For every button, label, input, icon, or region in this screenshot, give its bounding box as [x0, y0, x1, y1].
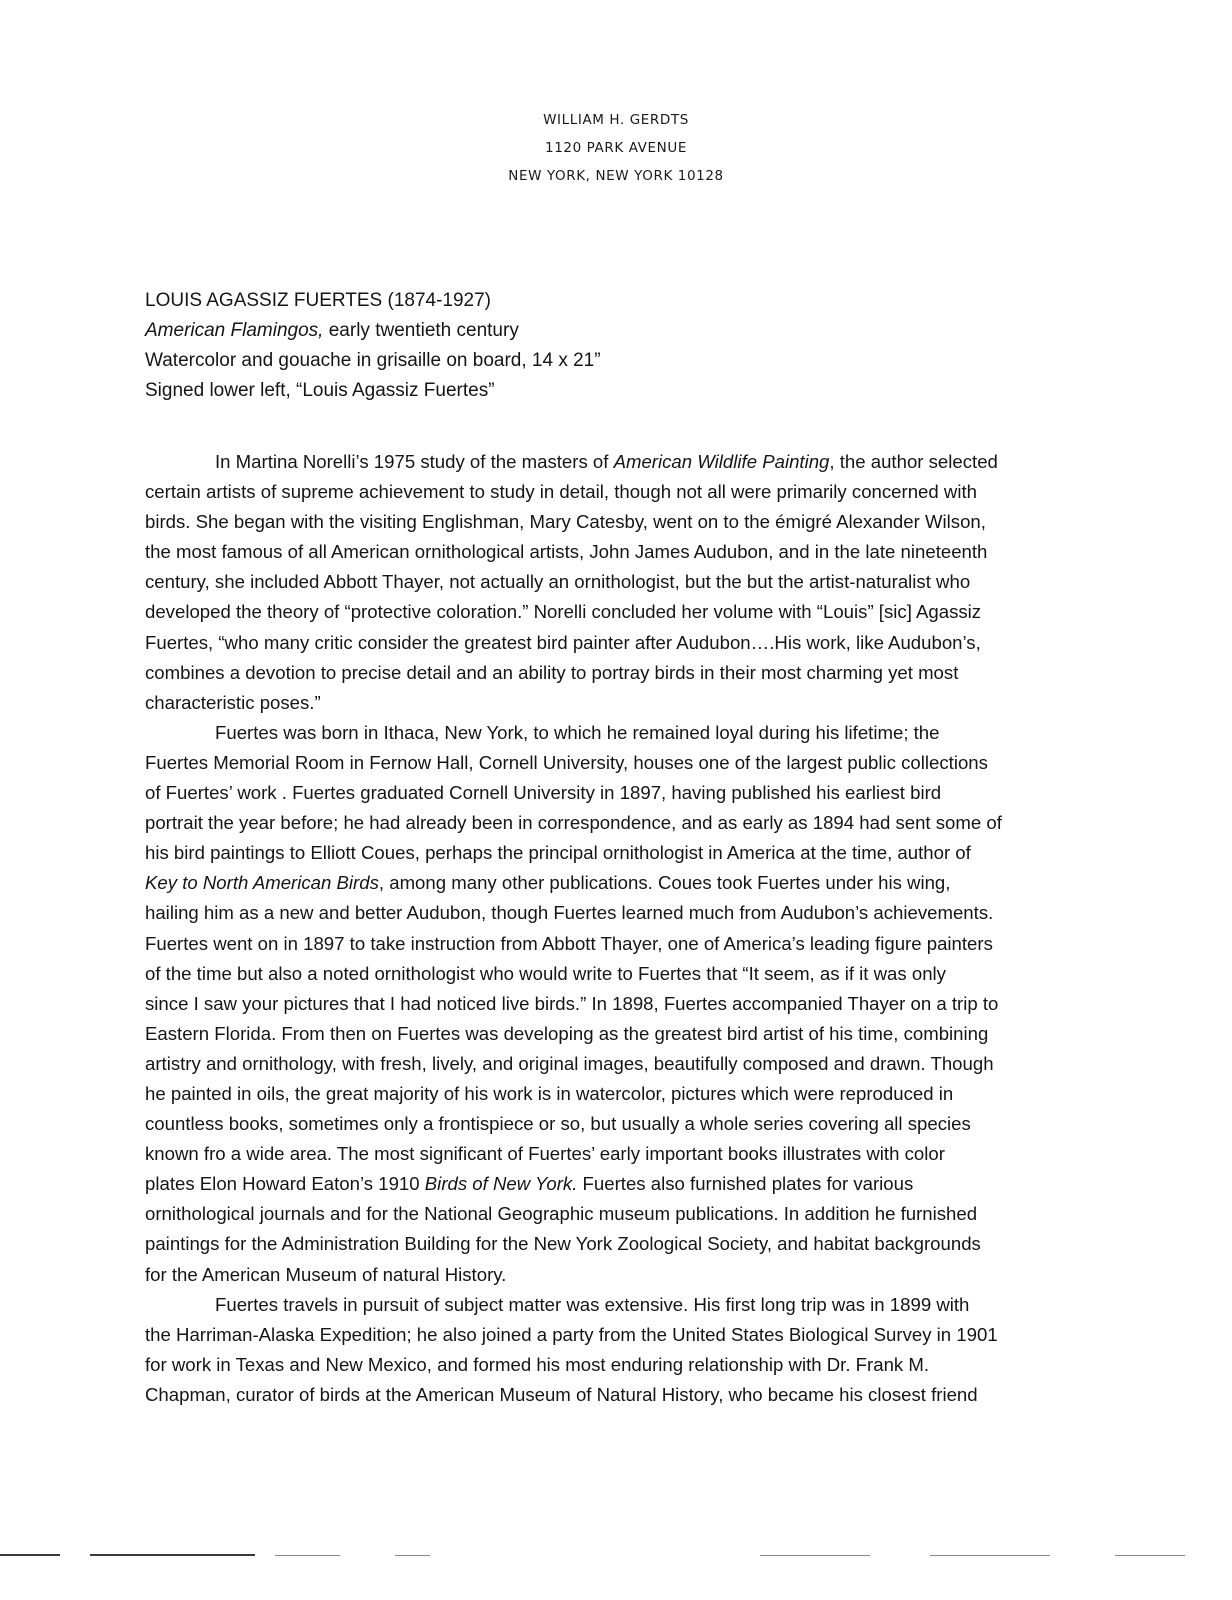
letterhead-city: NEW YORK, NEW YORK 10128 [508, 168, 724, 184]
text-run: known fro a wide area. The most significant of Fuertes’ early important books illustrates with color [145, 1143, 945, 1165]
scan-artifact-line [1115, 1555, 1185, 1556]
paragraph [145, 718, 1075, 1290]
text-run: Fuertes Memorial Room in Fernow Hall, Cornell University, houses one of the largest public collections [145, 751, 988, 773]
text-line [145, 1109, 1075, 1139]
text-run: In Martina Norelli’s 1975 study of the masters of [215, 451, 614, 472]
text-line [145, 1169, 1075, 1199]
text-run: he painted in oils, the great majority of his work is in watercolor, pictures which were reproduced in [145, 1082, 954, 1104]
scan-artifact-line [760, 1555, 870, 1556]
text-line [145, 1199, 1075, 1229]
text-run: certain artists of supreme achievement to study in detail, though not all were primarily concerned with [145, 481, 977, 503]
text-run: Fuertes also furnished plates for various [577, 1173, 914, 1195]
artwork-date: early twentieth century [323, 320, 519, 341]
text-line [145, 507, 1075, 537]
text-line [145, 989, 1075, 1019]
text-line [145, 567, 1075, 597]
text-line [145, 537, 1075, 567]
text-line [145, 1139, 1075, 1169]
text-line [145, 1019, 1075, 1049]
artwork-artist: LOUIS AGASSIZ FUERTES (1874-1927) [145, 290, 492, 311]
text-line [145, 898, 1075, 928]
artwork-signature: Signed lower left, “Louis Agassiz Fuertes” [145, 380, 495, 401]
text-line [145, 658, 1075, 688]
text-line [145, 808, 1075, 838]
text-line [145, 868, 1075, 898]
text-run: for the American Museum of natural History. [145, 1263, 507, 1285]
letterhead-name: WILLIAM H. GERDTS [543, 112, 689, 128]
text-line [145, 628, 1075, 658]
text-line [145, 1049, 1075, 1079]
text-line [145, 1380, 1075, 1410]
text-run: for work in Texas and New Mexico, and formed his most enduring relationship with Dr. Frank M. [145, 1353, 930, 1375]
text-run: Fuertes, “who many critic consider the greatest bird painter after Audubon….His work, like Audubon’s, [145, 631, 981, 653]
text-line [145, 929, 1075, 959]
text-run: of the time but also a noted ornithologist who would write to Fuertes that “It seem, as if it was only [145, 962, 946, 984]
letterhead-street: 1120 PARK AVENUE [545, 140, 687, 156]
text-run: Fuertes was born in Ithaca, New York, to which he remained loyal during his lifetime; the [215, 721, 940, 743]
text-run: portrait the year before; he had already been in correspondence, and as early as 1894 had sent some of [145, 812, 1002, 834]
paragraph [145, 1290, 1075, 1410]
paragraph [145, 447, 1075, 718]
text-line [145, 1079, 1075, 1109]
text-line [145, 838, 1075, 868]
text-line [145, 1260, 1075, 1290]
text-line [145, 688, 1075, 718]
text-run: plates Elon Howard Eaton’s 1910 [145, 1173, 425, 1195]
text-run: combines a devotion to precise detail and an ability to portray birds in their most charming yet most [145, 661, 959, 683]
scan-artifact-line [275, 1555, 340, 1556]
text-run: Eastern Florida. From then on Fuertes was developing as the greatest bird artist of his time, combining [145, 1022, 989, 1044]
essay-body [145, 447, 1075, 1410]
text-run: Fuertes went on in 1897 to take instruction from Abbott Thayer, one of America’s leading figure painters [145, 932, 993, 954]
text-run: ornithological journals and for the National Geographic museum publications. In addition he furnished [145, 1203, 978, 1225]
text-run: developed the theory of “protective coloration.” Norelli concluded her volume with “Louis” [sic] Agassiz [145, 601, 982, 623]
text-run: hailing him as a new and better Audubon, though Fuertes learned much from Audubon’s achievements. [145, 902, 994, 924]
text-line [145, 748, 1075, 778]
text-run: his bird paintings to Elliott Coues, perhaps the principal ornithologist in America at the time, author of [145, 842, 971, 864]
text-run: birds. She began with the visiting Englishman, Mary Catesby, went on to the émigré Alexander Wilson, [145, 511, 986, 533]
text-run: characteristic poses.” [145, 691, 321, 713]
scan-artifact-line [930, 1555, 1050, 1556]
text-line [145, 778, 1075, 808]
text-run: artistry and ornithology, with fresh, lively, and original images, beautifully composed and drawn. Though [145, 1052, 994, 1074]
italic-text-run: Key to North American Birds [145, 872, 379, 894]
artwork-medium: Watercolor and gouache in grisaille on board, 14 x 21” [145, 350, 601, 371]
scan-artifact-line [0, 1554, 60, 1556]
text-line [145, 1350, 1075, 1380]
text-run: , among many other publications. Coues took Fuertes under his wing, [378, 872, 951, 894]
text-run: the most famous of all American ornithological artists, John James Audubon, and in the late nineteenth [145, 541, 988, 563]
text-line [145, 597, 1075, 627]
text-line [145, 477, 1075, 507]
text-run: century, she included Abbott Thayer, not actually an ornithologist, but the but the artist-naturalist who [145, 571, 971, 593]
text-run: since I saw your pictures that I had noticed live birds.” In 1898, Fuertes accompanied Thayer on a trip to [145, 992, 999, 1014]
text-run: the Harriman-Alaska Expedition; he also joined a party from the United States Biological Survey in 1901 [145, 1323, 998, 1345]
text-run: of Fuertes’ work . Fuertes graduated Cornell University in 1897, having published his earliest bird [145, 782, 942, 804]
text-line [145, 1290, 1075, 1320]
artwork-title: American Flamingos, [145, 320, 324, 341]
text-run: Fuertes travels in pursuit of subject matter was extensive. His first long trip was in 1899 with [215, 1293, 970, 1315]
italic-text-run: Birds of New York. [424, 1173, 578, 1195]
text-run: Chapman, curator of birds at the American Museum of Natural History, who became his closest friend [145, 1383, 978, 1405]
artwork-title-line [145, 316, 601, 346]
text-line [145, 718, 1075, 748]
text-line [145, 1229, 1075, 1259]
italic-text-run: American Wildlife Painting [613, 451, 830, 472]
artwork-caption [145, 286, 601, 406]
text-line [145, 1320, 1075, 1350]
scan-artifact-line [395, 1555, 430, 1556]
text-line [145, 959, 1075, 989]
text-run: countless books, sometimes only a frontispiece or so, but usually a whole series covering all species [145, 1113, 971, 1135]
text-run: , the author selected [829, 451, 998, 472]
scan-artifact-line [90, 1554, 255, 1556]
text-line [145, 447, 1075, 477]
text-run: paintings for the Administration Building for the New York Zoological Society, and habitat backgrounds [145, 1233, 981, 1255]
letterhead [0, 106, 1232, 190]
